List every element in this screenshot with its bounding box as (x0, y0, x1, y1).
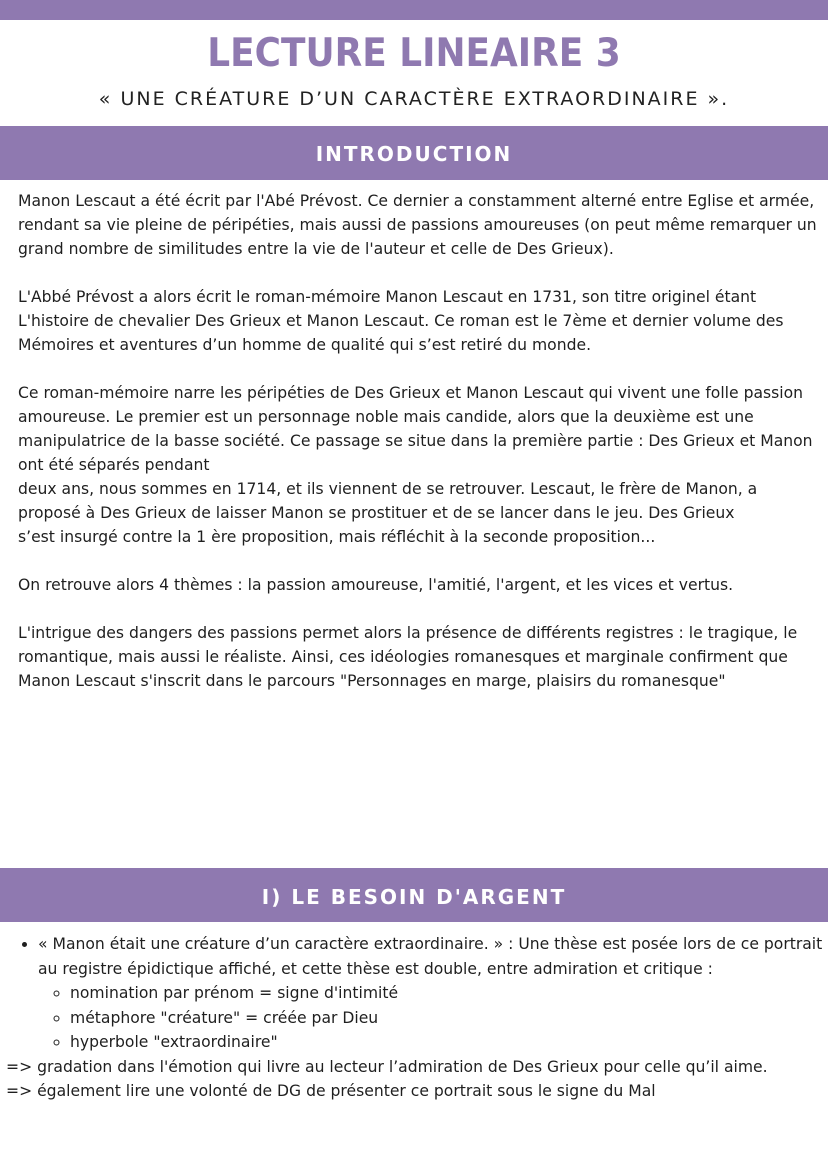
bullet-text: « Manon était une créature d’un caractère extraordinaire. » : Une thèse est posée lors de ce portrait au registre épidictique affiché, et cette thèse est double, entre admiration et critique : (38, 935, 823, 978)
top-color-bar (0, 0, 828, 20)
intro-paragraph-3: Ce roman-mémoire narre les péripéties de Des Grieux et Manon Lescaut qui vivent une folle passion amoureuse. Le premier est un personnage noble mais candide, alors que la deuxième est une manipulatrice de la basse société. Ce passage se situe dans la première partie : Des Grieux et Manon ont été séparés pendant deux ans, nous sommes en 1714, et ils viennent de se retrouver. Lescaut, le frère de Manon, a proposé à Des Grieux de laisser Manon se prostituer et de se lancer dans le jeu. Des Grieux s’est insurgé contre la 1 ère proposition, mais réfléchit à la seconde proposition... (18, 384, 813, 546)
intro-paragraph-4: On retrouve alors 4 thèmes : la passion amoureuse, l'amitié, l'argent, et les vices et vertus. (18, 576, 734, 594)
conclusion-line-1: => gradation dans l'émotion qui livre au lecteur l’admiration de Des Grieux pour celle qu’il aime. (6, 1057, 768, 1076)
intro-paragraph-1: Manon Lescaut a été écrit par l'Abé Prévost. Ce dernier a constamment alterné entre Eglise et armée, rendant sa vie pleine de péripéties, mais aussi de passions amoureuses (on peut même remarquer un grand nombre de similitudes entre la vie de l'auteur et celle de Des Grieux). (18, 192, 817, 258)
section-1-body (6, 932, 824, 1104)
sub-list-item: ◦ hyperbole "extraordinaire" (70, 1030, 824, 1055)
conclusion-line-2: => également lire une volonté de DG de présenter ce portrait sous le signe du Mal (6, 1082, 656, 1100)
intro-paragraph-5: L'intrigue des dangers des passions permet alors la présence de différents registres : le tragique, le romantique, mais aussi le réaliste. Ainsi, ces idéologies romanesques et marginale confirment que Manon Lescaut s'inscrit dans le parcours "Personnages en marge, plaisirs du romanesque" (18, 624, 798, 690)
introduction-heading: INTRODUCTION (0, 126, 828, 180)
section-1-heading: I) LE BESOIN D'ARGENT (0, 868, 828, 922)
bullet-list (6, 932, 824, 1055)
list-item (38, 932, 824, 1055)
intro-paragraph-2: L'Abbé Prévost a alors écrit le roman-mémoire Manon Lescaut en 1731, son titre originel étant L'histoire de chevalier Des Grieux et Manon Lescaut. Ce roman est le 7ème et dernier volume des Mémoires et aventures d’un homme de qualité qui s’est retiré du monde. (18, 288, 784, 354)
sub-list-item: ◦ nomination par prénom = signe d'intimité (70, 981, 824, 1006)
sub-list (38, 981, 824, 1055)
sub-list-item: ◦ métaphore "créature" = créée par Dieu (70, 1006, 824, 1031)
introduction-body (18, 189, 818, 717)
page-title: LECTURE LINEAIRE 3 (207, 31, 621, 76)
page-subtitle: « UNE CRÉATURE D’UN CARACTÈRE EXTRAORDINAIRE ». (98, 88, 730, 110)
